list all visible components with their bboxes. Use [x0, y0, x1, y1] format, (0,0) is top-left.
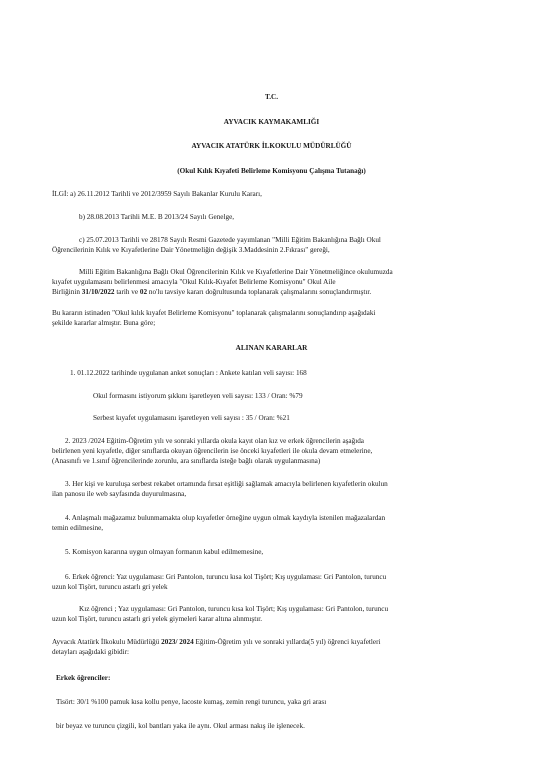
decision-1-survey-serbest: Serbest kıyafet uygulamasını işaretleyen veli sayısı : 35 / Oran: %21	[93, 414, 290, 422]
decision-2-line3: (Anasınıfı ve 1.sınıf öğrencilerinde zorunlu, ara sınıflarda isteğe bağlı olarak uygulanmasına)	[52, 457, 321, 465]
ilgi-c-line2: Öğrencilerinin Kılık ve Kıyafetlerine Dair Yönetmeliğin değişik 3.Maddesinin 2.Fıkrası" gereği,	[52, 246, 330, 254]
recommendation-date: 31/10/2022	[81, 288, 115, 296]
intro-line3: Birliğinin 31/10/2022 tarih ve 02 no'lu tavsiye kararı doğrultusunda toplanarak çalışmalarını sonuçlandırmıştır.	[52, 288, 372, 296]
ilgi-b: b) 28.08.2013 Tarihli M.E. B 2013/24 Sayılı Genelge,	[79, 213, 235, 221]
intro-p2-line1: Bu kararın istinaden "Okul kılık kıyafet Belirleme Komisyonu" toplanarak çalışmalarını sonuçlandırıp aşağıdaki	[52, 309, 376, 317]
decision-3-line2: ilan panosu ile web sayfasında duyurulmasına,	[52, 490, 187, 498]
decision-6-line4: uzun kol Tişört, turuncu astarlı gri yelek giymeleri karar altına alınmıştır.	[52, 615, 262, 623]
decision-2-line2: belirlenen yeni kıyafetle, diğer sınıflarda okuyan öğrencilerin ise önceki kıyafetleri ile okula devam etmelerine,	[52, 447, 373, 455]
recommendation-number: 02	[139, 288, 148, 296]
closing-line2: detayları aşağıdaki gibidir:	[52, 648, 130, 656]
decision-4-line1: 4. Anlaşmalı mağazamız bulunmamakta olup kıyafetler örneğine uygun olmak kaydıyla istenilen mağazalardan	[65, 514, 386, 522]
decisions-heading: ALINAN KARARLAR	[235, 344, 308, 352]
decision-6-line2: uzun kol Tişört, turuncu astarlı gri yelek	[52, 583, 168, 591]
decision-5: 5. Komisyon kararına uygun olmayan formanın kabul edilmemesine,	[65, 548, 264, 556]
ilgi-a: İLGİ: a) 26.11.2012 Tarihli ve 2012/3959 Sayılı Bakanlar Kurulu Kararı,	[52, 190, 262, 198]
decision-6-line1: 6. Erkek öğrenci: Yaz uygulaması: Gri Pantolon, turuncu kısa kol Tişört; Kış uygulaması: Gri Pantolon, turuncu	[65, 573, 387, 581]
decision-4-line2: temin edilmesine,	[52, 524, 104, 532]
header-school: AYVACIK ATATÜRK İLKOKULU MÜDÜRLÜĞÜ	[191, 142, 352, 150]
closing-line1: Ayvacık Atatürk İlkokulu Müdürlüğü 2023/ 2024 Eğitim-Öğretim yılı ve sonraki yıllarda(5 yıl) öğrenci kıyafetleri	[52, 638, 381, 646]
decision-3-line1: 3. Her kişi ve kuruluşa serbest rekabet ortamında fırsat eşitliği sağlamak amacıyla belirlenen kıyafetlerin okulun	[65, 480, 388, 488]
erkek-tisort-line1: Tisört: 30/1 %100 pamuk kısa kollu penye, lacoste kumaş, zemin rengi turuncu, yaka gri arası	[56, 698, 327, 706]
decision-1-survey-forma: Okul formasını istiyorum şıkkını işaretleyen veli sayısı: 133 / Oran: %79	[93, 392, 303, 400]
school-year: 2023/ 2024	[161, 638, 194, 646]
erkek-heading: Erkek öğrenciler:	[56, 674, 111, 682]
header-tc: T.C.	[264, 93, 279, 101]
header-kaymakamlik: AYVACIK KAYMAKAMLIĞI	[223, 118, 320, 126]
header-subtitle: (Okul Kılık Kıyafeti Belirleme Komisyonu Çalışma Tutanağı)	[177, 167, 366, 175]
intro-line1: Milli Eğitim Bakanlığına Bağlı Okul Öğrencilerinin Kılık ve Kıyafetlerine Dair Yönetmeliğince okulumuzda	[79, 268, 393, 276]
decision-6-line3: Kız öğrenci ; Yaz uygulaması: Gri Pantolon, turuncu kısa kol Tişört; Kış uygulaması: Gri Pantolon, turuncu	[79, 605, 389, 613]
decision-1: 1. 01.12.2022 tarihinde uygulanan anket sonuçları : Ankete katılan veli sayısı: 168	[70, 369, 307, 377]
intro-line2: kıyafet uygulamasını belirlenmesi amacıyla "Okul Kılık-Kıyafet Belirleme Komisyonu" Okul Aile	[52, 278, 336, 286]
decision-2-line1: 2. 2023 /2024 Eğitim-Öğretim yılı ve sonraki yıllarda okula kayıt olan kız ve erkek öğrencilerin aşağıda	[65, 437, 364, 445]
ilgi-c-line1: c) 25.07.2013 Tarihli ve 28178 Sayılı Resmi Gazetede yayımlanan "Milli Eğitim Bakanlığına Bağlı Okul	[79, 236, 381, 244]
intro-p2-line2: şekilde kararlar almıştır. Buna göre;	[52, 319, 156, 327]
erkek-tisort-line2: bir beyaz ve turuncu çizgili, kol bantları yaka ile aynı. Okul arması nakış ile işlenecek.	[56, 722, 305, 730]
